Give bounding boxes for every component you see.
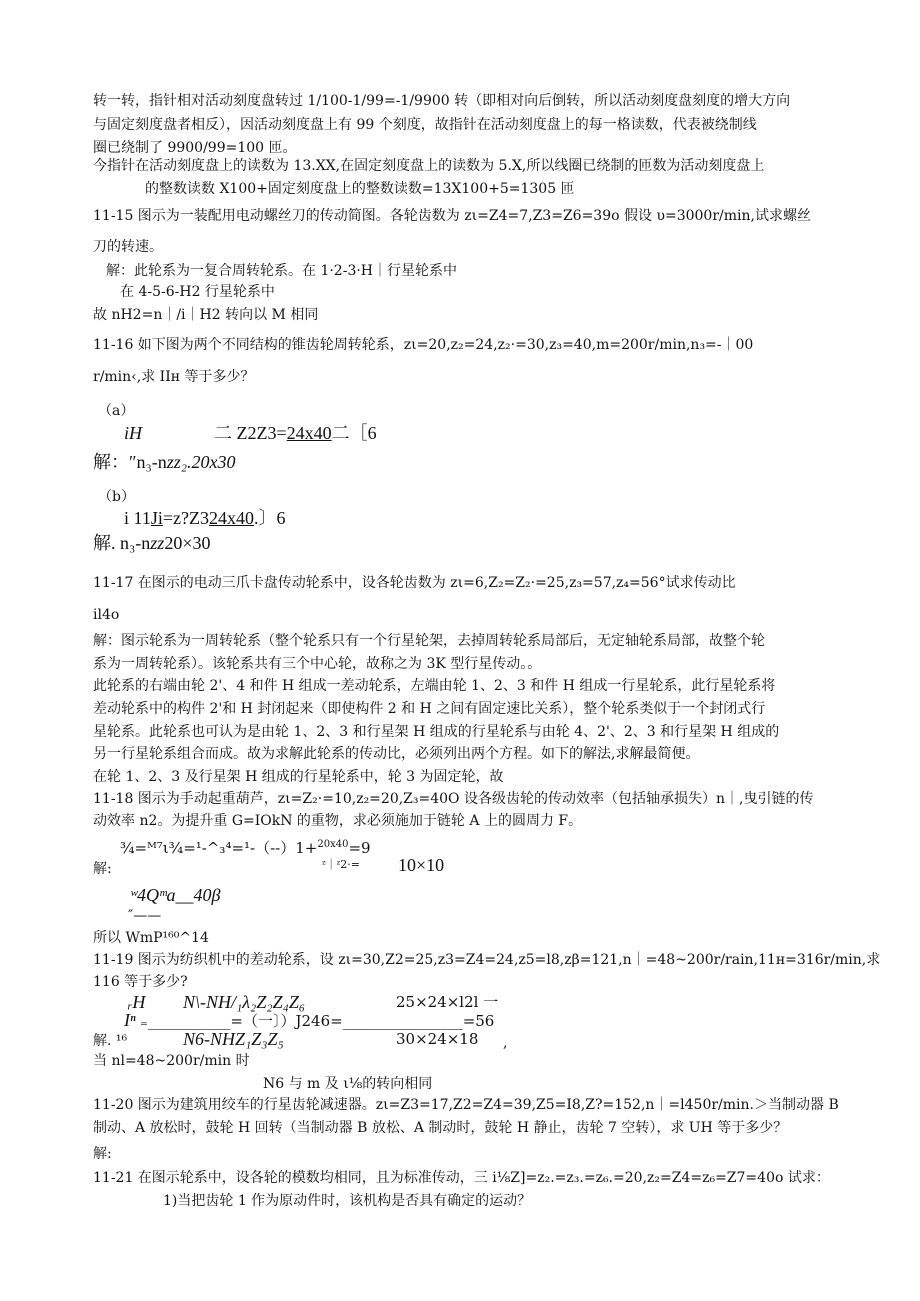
problem-11-16-title: 11-16 如下图为两个不同结构的锥齿轮周转轮系，zι=20,z₂=24,z₂·=30,z₃=40,m=200r/min,n₃=-｜00 bbox=[93, 337, 754, 353]
formula-part: ᶻ｜ᶻ2·= bbox=[322, 858, 360, 871]
text-line: 在轮 1、2、3 及行星架 H 组成的行星轮系中，轮 3 为固定轮，故 bbox=[93, 769, 504, 785]
solution-a bbox=[93, 453, 236, 471]
formula-part: 解：″n₃-n bbox=[93, 452, 167, 472]
formula-part: 24x40 bbox=[286, 423, 332, 443]
formula-part: ʷ4Qᵐa__40β bbox=[130, 885, 221, 905]
problem-11-21-title: 11-21 在图示轮系中，设各轮的模数均相同，且为标准传动，三 i⅛Z]=z₂.=z₃.=z₆.=20,z₂=Z4=z₆=Z7=40o 试求： bbox=[93, 1170, 830, 1186]
formula-part: 10×10 bbox=[398, 855, 445, 875]
formula-part: .〕6 bbox=[253, 508, 286, 528]
formula-part: 24x40 bbox=[208, 508, 254, 528]
text-line: 转一转，指针相对活动刻度盘转过 1/100-1/99=-1/9900 转（即相对向后倒转，所以活动刻度盘刻度的增大方向 bbox=[93, 93, 791, 109]
formula-part: N6-NHZ₁Z₃Z₅ bbox=[183, 1029, 284, 1049]
text-line: 差动轮系中的构件 2'和 H 封闭起来（即使构件 2 和 H 之间有固定速比关系），整个轮系类似于一个封闭式行 bbox=[93, 701, 766, 717]
solution-line: 解：图示轮系为一周转轮系（整个轮系只有一个行星轮架，去掉周转轮系局部后，无定轴轮系局部，故整个轮 bbox=[93, 633, 765, 649]
solution-label: 解: bbox=[93, 1146, 112, 1162]
formula-part: =z?Z3 bbox=[162, 508, 209, 528]
formula-part: N\-NH/₁λ₂Z₂Z₄Z₆ bbox=[183, 992, 306, 1012]
text-line: 另一行星轮系组合而成。故为求解此轮系的传动比，必须列出两个方程。如下的解法,求解最简便。 bbox=[93, 746, 700, 762]
formula-part: i 11 bbox=[124, 508, 151, 528]
text-line: r/min‹,求 IIн 等于多少？ bbox=[93, 369, 255, 385]
text-line: 今指针在活动刻度盘上的读数为 13.XX,在固定刻度盘上的读数为 5.X,所以线圈已绕制的匝数为活动刻度盘上 bbox=[93, 158, 765, 174]
formula-part: ᵣH bbox=[128, 992, 146, 1012]
formula-part: Ji bbox=[150, 508, 163, 528]
formula-part: 20x40 bbox=[317, 839, 349, 850]
formula-part: z bbox=[150, 533, 158, 553]
text-line: 的整数读数 X100+固定刻度盘上的整数读数=13X100+5=1305 匝 bbox=[145, 181, 575, 197]
formula-a bbox=[124, 424, 377, 442]
formula-b bbox=[124, 509, 285, 527]
text-line: 圈已绕制了 9900/99=100 匝。 bbox=[93, 140, 297, 156]
text-line: 制动、A 放松时，鼓轮 H 回转（当制动器 B 放松、A 制动时，鼓轮 H 静止，齿轮 7 空转），求 UH 等于多少？ bbox=[93, 1120, 788, 1136]
problem-11-18-title: 11-18 图示为手动起重葫芦，zι=Z₂·=10,z₂=20,Z₃=40O 设各级齿轮的传动效率（包括轴承损失）n｜,曳引链的传 bbox=[93, 791, 814, 807]
formula-part: 30×24×18 bbox=[396, 1030, 479, 1048]
formula-part: =9 bbox=[348, 839, 371, 857]
formula-part: z bbox=[157, 533, 165, 553]
text-line: 刀的转速。 bbox=[93, 239, 163, 255]
formula-part: 20×30 bbox=[164, 533, 211, 553]
text-line: 当 nl=48~200r/min 时 bbox=[93, 1053, 250, 1069]
text-line: 所以 WmP¹⁶⁰^14 bbox=[93, 930, 209, 946]
text-line: il4o bbox=[93, 607, 120, 623]
formula-part: 二 Z2Z3= bbox=[214, 423, 287, 443]
formula-part: iH bbox=[124, 423, 142, 443]
text-line: 故 nH2=n｜/i｜H2 转向以 M 相同 bbox=[93, 307, 319, 323]
text-line: 在 4-5-6-H2 行星轮系中 bbox=[120, 284, 275, 300]
formula-part: 二［6 bbox=[331, 423, 377, 443]
text-line: 与固定刻度盘者相反），因活动刻度盘上有 99 个刻度，故指针在活动刻度盘上的每一格读数，代表被绕制线 bbox=[93, 117, 757, 133]
formula-part: 25×24×l2l 一 bbox=[396, 993, 499, 1011]
formula-part: Iⁿ bbox=[124, 1010, 136, 1030]
solution-b bbox=[93, 534, 210, 552]
text-line: 116 等于多少? bbox=[93, 974, 188, 990]
solution-line: 解：此轮系为一复合周转轮系。在 1·2-3·H｜行星轮系中 bbox=[106, 263, 458, 279]
problem-11-19-title: 11-19 图示为纺织机中的差动轮系，设 zι=30,Z2=25,z3=Z4=24,z5=l8,zβ=121,n｜=48~200r/rain,11н=316r/min,求 bbox=[93, 952, 881, 968]
text-line: 1)当把齿轮 1 作为原动件时，该机构是否具有确定的运动？ bbox=[163, 1193, 532, 1209]
case-a-label: （a） bbox=[98, 403, 135, 419]
formula-part: ″—— bbox=[128, 908, 162, 924]
problem-11-15-title: 11-15 图示为一装配用电动螺丝刀的传动简图。各轮齿数为 zι=Z4=7,Z3=Z6=39o 假设 υ=3000r/min,试求螺丝 bbox=[93, 208, 811, 224]
formula-part: ₌___________=（一〕）J246=________________=56 bbox=[140, 1012, 495, 1030]
problem-11-20-title: 11-20 图示为建筑用绞车的行星齿轮减速器。zι=Z3=17,Z2=Z4=39,Z5=I8,Z?=152,n｜=l450r/min.＞当制动器 B bbox=[93, 1097, 839, 1113]
text-line: 动效率 n2。为提升重 G=IOkN 的重物，求必须施加于链轮 A 上的圆周力 F。 bbox=[93, 813, 583, 829]
solution-label: 解: bbox=[93, 861, 112, 877]
formula-part: 解. ¹⁶ bbox=[93, 1033, 128, 1049]
case-b-label: （b） bbox=[98, 489, 135, 505]
text-line: 此轮系的右端由轮 2'、4 和件 H 组成一差动轮系，左端由轮 1、2、3 和件 H 组成一行星轮系，此行星轮系将 bbox=[93, 678, 776, 694]
formula-part: ¾=ᴹ⁷ι¾=¹-^₃⁴=¹-（--）1+ bbox=[120, 839, 318, 857]
formula-part: , bbox=[503, 1035, 508, 1051]
formula-part: zz₂.20x30 bbox=[166, 452, 236, 472]
problem-11-17-title: 11-17 在图示的电动三爪卡盘传动轮系中，设各轮齿数为 zι=6,Z₂=Z₂·=25,z₃=57,z₄=56°试求传动比 bbox=[93, 575, 736, 591]
formula-part: 解. n₃-n bbox=[93, 533, 151, 553]
text-line: N6 与 m 及 ι⅛的转向相同 bbox=[263, 1076, 433, 1092]
formula-11-18 bbox=[120, 836, 371, 857]
text-line: 系为一周转轮系）。该轮系共有三个中心轮，故称之为 3K 型行星传动。。 bbox=[93, 656, 542, 672]
text-line: 星轮系。此轮系也可认为是由轮 1、2、3 和行星架 H 组成的行星轮系与由轮 4、2'、2、3 和行星架 H 组成的 bbox=[93, 724, 780, 740]
